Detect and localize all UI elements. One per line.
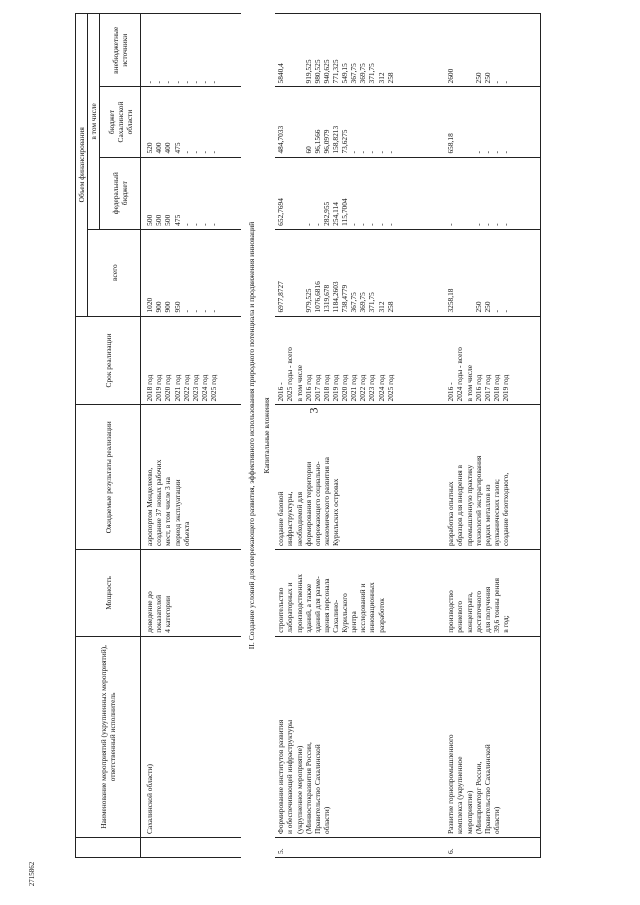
row0-regional-line: 475 bbox=[172, 142, 182, 154]
row5-name-line: Правительство Сахалинской bbox=[312, 744, 322, 834]
row5-total-line: 1076,6816 bbox=[312, 281, 322, 313]
row0-capacity bbox=[141, 550, 241, 637]
table-row bbox=[141, 14, 241, 858]
row5-regional-line: 60 bbox=[303, 146, 313, 154]
row0-regional-line: - bbox=[190, 151, 200, 154]
table-row bbox=[445, 14, 540, 858]
row6-capacity-line: концентрата, bbox=[464, 592, 474, 633]
row5-results-line: экономического развития на bbox=[321, 457, 331, 547]
row5-regional-line: 484,7033 bbox=[276, 125, 286, 154]
row5-period-line: 2024 год bbox=[376, 374, 386, 402]
row5-num: 5. bbox=[275, 838, 445, 858]
row0-federal-line: 500 bbox=[154, 214, 164, 226]
row0-offbudget-line: - bbox=[190, 81, 200, 84]
row5-total-line bbox=[285, 233, 294, 313]
row6-federal-line: - bbox=[501, 223, 511, 226]
row5-period-line: 2016 год bbox=[303, 374, 313, 402]
row6-name-line: комплекса (укрупненное bbox=[455, 756, 465, 834]
row5-period bbox=[275, 316, 445, 405]
row6-offbudget-line bbox=[465, 17, 474, 84]
row6-offbudget-line: 2600 bbox=[446, 68, 456, 84]
row6-capacity-line: для получения bbox=[482, 586, 492, 633]
row0-offbudget-line: - bbox=[208, 81, 218, 84]
row5-capacity-line: зданий для разме- bbox=[312, 576, 322, 633]
row0-federal-line: 500 bbox=[163, 214, 173, 226]
row0-federal-line: - bbox=[199, 223, 209, 226]
section-title: II. Создание условий для опережающего развития, эффективного использования природного потенциала и продвижения инноваций bbox=[246, 221, 256, 650]
row6-period-line: в том числе bbox=[464, 365, 474, 402]
row5-results-line: Курильских островах bbox=[331, 478, 341, 547]
row0-total bbox=[141, 229, 241, 316]
row6-total-line: - bbox=[491, 310, 501, 313]
row5-total-line: 258 bbox=[385, 301, 395, 313]
row6-results-line: промышленную практику bbox=[464, 464, 474, 547]
row0-period-line: 2024 год bbox=[199, 374, 209, 402]
row5-total-line: 369,75 bbox=[358, 292, 368, 313]
row5-period-line: 2016 - bbox=[276, 382, 286, 402]
header-offbudget: внебюджетные источники bbox=[100, 14, 141, 88]
row5-results-line: необходимой для bbox=[294, 491, 304, 547]
row5-capacity-line: Курильского bbox=[340, 593, 350, 633]
row5-capacity-line: исследований и bbox=[358, 583, 368, 633]
header-period: Срок реализации bbox=[76, 316, 141, 405]
row0-regional-line: - bbox=[181, 151, 191, 154]
table-row bbox=[275, 14, 445, 858]
row0-federal bbox=[141, 157, 241, 229]
row0-offbudget bbox=[141, 14, 241, 88]
row5-results-line: создание базовой bbox=[276, 491, 286, 547]
row5-total bbox=[275, 229, 445, 316]
row6-federal bbox=[445, 157, 540, 229]
row5-results-line: опережающего социально- bbox=[312, 461, 322, 547]
row6-period-line: 2017 год bbox=[482, 374, 492, 402]
row5-federal-line: 115,7004 bbox=[340, 198, 350, 226]
row5-name-line: (Минвостокразвития России, bbox=[303, 742, 313, 834]
row5-regional-line: 96,0979 bbox=[321, 129, 331, 154]
row6-total bbox=[445, 229, 540, 316]
row5-name bbox=[275, 636, 445, 837]
header-name: Наименование мероприятий (укрупненных мероприятий), ответственный исполнитель bbox=[76, 636, 141, 837]
row6-capacity-line: производство bbox=[446, 590, 456, 633]
row0-federal-line: - bbox=[181, 223, 191, 226]
row5-offbudget-line: 980,525 bbox=[312, 59, 322, 84]
row6-period-line: 2019 год bbox=[501, 374, 511, 402]
row6-name bbox=[445, 636, 540, 837]
row5-total-line: 1184,2603 bbox=[331, 281, 341, 313]
row5-federal-line: 282,955 bbox=[321, 201, 331, 226]
row5-total-line: 1319,678 bbox=[321, 284, 331, 313]
row5-federal bbox=[275, 157, 445, 229]
row5-period-line: 2025 годы - всего bbox=[285, 347, 295, 402]
row6-period bbox=[445, 316, 540, 405]
section-subtitle: Капитальные вложения bbox=[262, 397, 272, 474]
row5-regional bbox=[275, 87, 445, 157]
row5-capacity-line: инновационных bbox=[367, 582, 377, 633]
row5-federal-line: - bbox=[349, 223, 359, 226]
row5-total-line: 367,75 bbox=[349, 292, 359, 313]
row0-offbudget-line: - bbox=[154, 81, 164, 84]
row6-period-line: 2018 год bbox=[491, 374, 501, 402]
row5-capacity-line: лабораторных и bbox=[285, 582, 295, 633]
row5-period-line: 2020 год bbox=[340, 374, 350, 402]
row0-federal-line: 475 bbox=[172, 214, 182, 226]
header-incl: в том числе bbox=[88, 14, 100, 230]
row6-offbudget-line: 250 bbox=[482, 72, 492, 84]
row0-results-line: объекта bbox=[181, 521, 191, 547]
row6-results bbox=[445, 405, 540, 550]
row5-results-line: формирования территории bbox=[303, 461, 313, 547]
header-total: всего bbox=[88, 229, 141, 316]
row5-name-line: области) bbox=[321, 806, 331, 834]
row5-capacity-line: Сахалино- bbox=[331, 599, 341, 633]
row0-capacity-line: доведение до bbox=[145, 591, 155, 633]
row6-capacity-line: в год; bbox=[501, 615, 511, 633]
row5-period-line: 2019 год bbox=[331, 374, 341, 402]
row0-total-line: 950 bbox=[172, 301, 182, 313]
header-federal: федеральный бюджет bbox=[100, 157, 141, 229]
row0-total-line: 900 bbox=[163, 301, 173, 313]
row6-regional-line bbox=[455, 91, 464, 154]
row0-period-line: 2019 год bbox=[154, 374, 164, 402]
row0-total-line: - bbox=[190, 310, 200, 313]
row5-federal-line: - bbox=[312, 223, 322, 226]
row0-period-line: 2018 год bbox=[145, 374, 155, 402]
row5-period-line: 2017 год bbox=[312, 374, 322, 402]
row6-offbudget-line: 250 bbox=[473, 72, 483, 84]
row5-total-line: 6977,8727 bbox=[276, 281, 286, 313]
header-capacity: Мощность bbox=[76, 550, 141, 637]
row0-total-line: 1020 bbox=[145, 297, 155, 313]
row6-results-line: создание безотходного, bbox=[501, 472, 511, 547]
row6-federal-line: - bbox=[491, 223, 501, 226]
document-code: 2715862 bbox=[28, 861, 36, 887]
row5-capacity-line: зданий, а также bbox=[303, 583, 313, 633]
row6-offbudget bbox=[445, 14, 540, 88]
row5-period-line: 2021 год bbox=[349, 374, 359, 402]
row6-period-line: 2016 - bbox=[446, 382, 456, 402]
row6-period-line: 2016 год bbox=[473, 374, 483, 402]
row0-name: Сахалинской области) bbox=[141, 636, 241, 837]
header-funding: Объем финансирования bbox=[76, 14, 88, 317]
row5-results-line: инфраструктуры, bbox=[285, 491, 295, 547]
row5-offbudget-line: 367,75 bbox=[349, 63, 359, 84]
row6-total-line bbox=[455, 233, 464, 313]
row5-offbudget-line: 369,75 bbox=[358, 63, 368, 84]
row5-period-line: 2018 год bbox=[321, 374, 331, 402]
row5-name-line: (укрупненное мероприятие) bbox=[294, 745, 304, 834]
row6-regional bbox=[445, 87, 540, 157]
row5-regional-line: - bbox=[349, 151, 359, 154]
row0-total-line: 900 bbox=[154, 301, 164, 313]
row5-offbudget-line: 5840,4 bbox=[276, 63, 286, 84]
row6-capacity bbox=[445, 550, 540, 637]
row5-capacity-line: производственных bbox=[294, 574, 304, 633]
row6-regional-line: 658,18 bbox=[446, 133, 456, 154]
row0-capacity-line: 4 категории bbox=[163, 595, 173, 633]
row0-results bbox=[141, 405, 241, 550]
row5-offbudget-line: 940,625 bbox=[321, 59, 331, 84]
row6-num: 6. bbox=[445, 838, 540, 858]
row5-capacity-line: разработок bbox=[376, 598, 386, 633]
row6-regional-line: - bbox=[473, 151, 483, 154]
row6-results-line: вулканических газов; bbox=[491, 479, 501, 547]
row5-federal-line: 254,114 bbox=[331, 202, 341, 226]
row5-regional-line: 96,1566 bbox=[312, 129, 322, 154]
row0-regional-line: - bbox=[208, 151, 218, 154]
row6-regional-line: - bbox=[501, 151, 511, 154]
row6-offbudget-line: - bbox=[501, 81, 511, 84]
row0-results-line: период эксплуатации bbox=[172, 479, 182, 547]
row5-total-line: 312 bbox=[376, 301, 386, 313]
row0-results-line: создание 37 новых рабочих bbox=[154, 459, 164, 547]
row6-total-line bbox=[465, 233, 474, 313]
row6-period-line: 2024 годы - всего bbox=[455, 347, 465, 402]
row6-federal-line bbox=[465, 161, 474, 226]
row5-results bbox=[275, 405, 445, 550]
row5-federal-line: - bbox=[303, 223, 313, 226]
row5-total-line: 979,525 bbox=[303, 288, 313, 313]
row5-offbudget-line: 549,15 bbox=[340, 63, 350, 84]
row5-total-line bbox=[295, 233, 304, 313]
row0-offbudget-line: - bbox=[145, 81, 155, 84]
row5-regional-line: - bbox=[358, 151, 368, 154]
row5-regional-line bbox=[295, 91, 304, 154]
row5-federal-line: - bbox=[376, 223, 386, 226]
row0-period-line: 2022 год bbox=[181, 374, 191, 402]
row6-federal-line: - bbox=[473, 223, 483, 226]
row5-offbudget-line: 312 bbox=[376, 72, 386, 84]
row6-results-line: технологий экстрагирования bbox=[473, 455, 483, 547]
row5-name-line: и обеспечивающей инфраструктуры bbox=[285, 719, 295, 834]
row5-federal-line: - bbox=[367, 223, 377, 226]
header-results: Ожидаемые результаты реализации bbox=[76, 405, 141, 550]
row5-capacity bbox=[275, 550, 445, 637]
row0-offbudget-line: - bbox=[163, 81, 173, 84]
row6-results-line: образцов для внедрения в bbox=[455, 464, 465, 547]
row6-federal-line: - bbox=[482, 223, 492, 226]
funding-table bbox=[75, 13, 541, 858]
row5-regional-line: - bbox=[385, 151, 395, 154]
row6-total-line: 250 bbox=[482, 301, 492, 313]
row0-period-line: 2023 год bbox=[190, 374, 200, 402]
row6-results-line: редких металлов из bbox=[482, 484, 492, 547]
row0-federal-line: 500 bbox=[145, 214, 155, 226]
row6-regional-line bbox=[465, 91, 474, 154]
row6-total-line: 250 bbox=[473, 301, 483, 313]
rotated-table-page bbox=[75, 13, 640, 858]
row5-regional-line: 73,6275 bbox=[340, 129, 350, 154]
row6-offbudget-line: - bbox=[491, 81, 501, 84]
header-num bbox=[76, 838, 141, 858]
row0-total-line: - bbox=[199, 310, 209, 313]
row5-period-line: 2023 год bbox=[367, 374, 377, 402]
row5-offbudget-line: 771,325 bbox=[331, 59, 341, 84]
row5-federal-line: 652,7694 bbox=[276, 198, 286, 226]
row6-regional-line: - bbox=[482, 151, 492, 154]
row5-offbudget-line bbox=[295, 17, 304, 84]
row0-capacity-line: показателей bbox=[154, 594, 164, 633]
row5-offbudget-line: 919,525 bbox=[303, 59, 313, 84]
row6-federal-line bbox=[455, 161, 464, 226]
row6-federal-line: - bbox=[446, 223, 456, 226]
row6-capacity-line: рениевого bbox=[455, 600, 465, 633]
row6-capacity-line: 39,6 тонны рения bbox=[491, 578, 501, 633]
row0-offbudget-line: - bbox=[181, 81, 191, 84]
row0-period bbox=[141, 316, 241, 405]
row0-regional-line: 520 bbox=[145, 142, 155, 154]
row5-regional-line: 158,8213 bbox=[331, 125, 341, 154]
page-number: 3 bbox=[306, 407, 321, 414]
row0-regional-line: 400 bbox=[163, 142, 173, 154]
row0-offbudget-line: - bbox=[172, 81, 182, 84]
row5-period-line: 2022 год bbox=[358, 374, 368, 402]
row0-offbudget-line: - bbox=[199, 81, 209, 84]
row0-regional bbox=[141, 87, 241, 157]
row5-capacity-line: центра bbox=[349, 611, 359, 633]
row5-name-line: Формирование институтов развития bbox=[276, 719, 286, 834]
header-regional: бюджет Сахалинской области bbox=[100, 87, 141, 157]
row6-name-line: Развитие горнопромышленного bbox=[446, 734, 456, 834]
row5-offbudget bbox=[275, 14, 445, 88]
row6-total-line: 3258,18 bbox=[446, 288, 456, 313]
row0-results-line: аэропортом Менделеево, bbox=[145, 467, 155, 547]
row6-name-line: (Минпромторг России, bbox=[473, 761, 483, 834]
row0-results-line: мест, в том числе 3 на bbox=[163, 477, 173, 547]
row0-regional-line: 400 bbox=[154, 142, 164, 154]
row0-total-line: - bbox=[181, 310, 191, 313]
row5-offbudget-line: 258 bbox=[385, 72, 395, 84]
row5-capacity-line: строительство bbox=[276, 587, 286, 633]
row0-federal-line: - bbox=[208, 223, 218, 226]
row0-federal-line: - bbox=[190, 223, 200, 226]
row5-offbudget-line: 371,75 bbox=[367, 63, 377, 84]
row6-name-line: Правительство Сахалинской bbox=[482, 744, 492, 834]
row6-total-line: - bbox=[501, 310, 511, 313]
row5-regional-line bbox=[285, 91, 294, 154]
row5-total-line: 738,4779 bbox=[340, 284, 350, 313]
row6-offbudget-line bbox=[455, 17, 464, 84]
row6-capacity-line: достаточного bbox=[473, 590, 483, 633]
row5-capacity-line: щения персонала bbox=[321, 578, 331, 633]
row0-total-line: - bbox=[208, 310, 218, 313]
row5-federal-line: - bbox=[358, 223, 368, 226]
row6-results-line: разработка опытных bbox=[446, 481, 456, 547]
row5-total-line: 371,75 bbox=[367, 292, 377, 313]
row6-name-line: области) bbox=[491, 806, 501, 834]
row5-offbudget-line bbox=[285, 17, 294, 84]
row5-federal-line bbox=[295, 161, 304, 226]
row0-period-line: 2020 год bbox=[163, 374, 173, 402]
row6-regional-line: - bbox=[491, 151, 501, 154]
row6-name-line: мероприятие) bbox=[464, 790, 474, 834]
row5-period-line: в том числе bbox=[294, 365, 304, 402]
row5-regional-line: - bbox=[367, 151, 377, 154]
row5-regional-line: - bbox=[376, 151, 386, 154]
row5-period-line: 2025 год bbox=[385, 374, 395, 402]
row0-regional-line: - bbox=[199, 151, 209, 154]
row5-federal-line: - bbox=[385, 223, 395, 226]
row0-period-line: 2021 год bbox=[172, 374, 182, 402]
row5-federal-line bbox=[285, 161, 294, 226]
row0-period-line: 2025 год bbox=[208, 374, 218, 402]
